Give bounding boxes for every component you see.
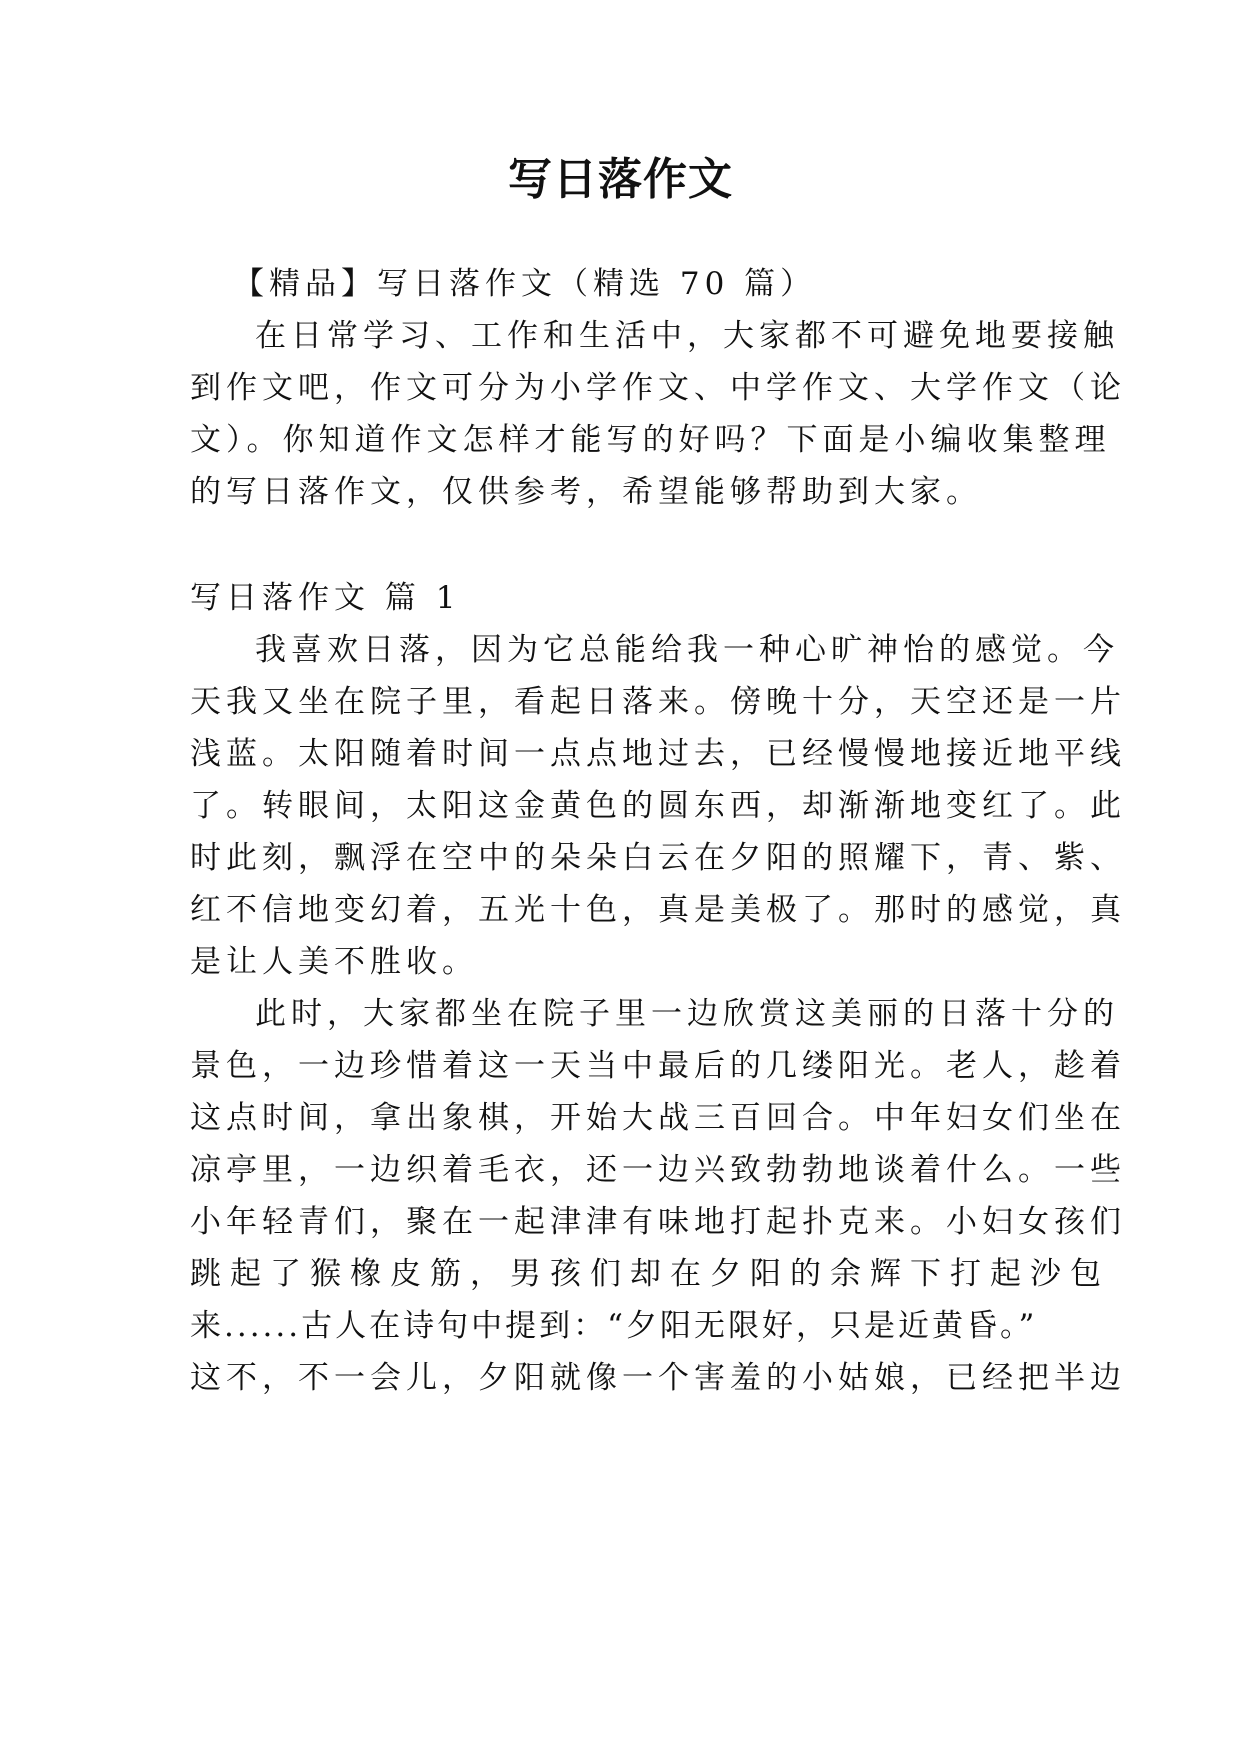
para2-line-3: 这点时间，拿出象棋，开始大战三百回合。中年妇女们坐在 <box>190 1100 1126 1136</box>
para2-line-2: 景色，一边珍惜着这一天当中最后的几缕阳光。老人，趁着 <box>190 1048 1126 1084</box>
para2-line-4: 凉亭里，一边织着毛衣，还一边兴致勃勃地谈着什么。一些 <box>190 1152 1126 1188</box>
para1-line-4: 了。转眼间，太阳这金黄色的圆东西，却渐渐地变红了。此 <box>190 788 1126 824</box>
para2-line-6: 跳起了猴橡皮筋，男孩们却在夕阳的余辉下打起沙包 <box>190 1256 1110 1292</box>
para1-line-7: 是让人美不胜收。 <box>190 944 478 980</box>
intro-line-1: 在日常学习、工作和生活中，大家都不可避免地要接触 <box>255 318 1119 354</box>
para2-line-5: 小年轻青们，聚在一起津津有味地打起扑克来。小妇女孩们 <box>190 1204 1126 1240</box>
document-title: 写日落作文 <box>508 154 733 205</box>
para1-line-1: 我喜欢日落，因为它总能给我一种心旷神怡的感觉。今 <box>255 632 1119 668</box>
intro-line-2: 到作文吧，作文可分为小学作文、中学作文、大学作文（论 <box>190 370 1126 406</box>
subtitle-line: 【精品】写日落作文（精选 70 篇） <box>233 266 817 302</box>
para1-line-3: 浅蓝。太阳随着时间一点点地过去，已经慢慢地接近地平线 <box>190 736 1126 772</box>
para2-line-7: 来......古人在诗句中提到：“夕阳无限好，只是近黄昏。” <box>190 1308 1038 1344</box>
para2-line-1: 此时，大家都坐在院子里一边欣赏这美丽的日落十分的 <box>255 996 1119 1032</box>
intro-line-4: 的写日落作文，仅供参考，希望能够帮助到大家。 <box>190 474 982 510</box>
para2-line-8: 这不，不一会儿，夕阳就像一个害羞的小姑娘，已经把半边 <box>190 1360 1126 1396</box>
para1-line-2: 天我又坐在院子里，看起日落来。傍晚十分，天空还是一片 <box>190 684 1126 720</box>
section-heading: 写日落作文 篇 1 <box>190 580 461 616</box>
intro-line-3: 文）。你知道作文怎样才能写的好吗？下面是小编收集整理 <box>190 422 1111 458</box>
para1-line-5: 时此刻，飘浮在空中的朵朵白云在夕阳的照耀下，青、紫、 <box>190 840 1126 876</box>
para1-line-6: 红不信地变幻着，五光十色，真是美极了。那时的感觉，真 <box>190 892 1126 928</box>
